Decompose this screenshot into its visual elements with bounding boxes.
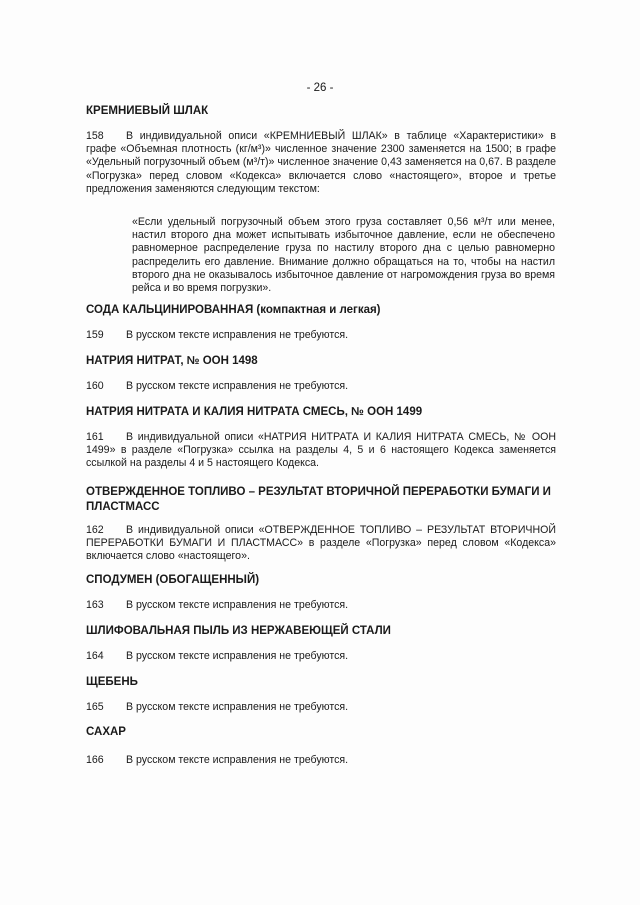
heading-main: СОДА КАЛЬЦИНИРОВАННАЯ [86, 304, 254, 316]
section-heading-nitrate-mixture: НАТРИЯ НИТРАТА И КАЛИЯ НИТРАТА СМЕСЬ, № ООН 1499 [86, 406, 423, 418]
paragraph-text: В русском тексте исправления не требуются. [126, 380, 349, 392]
section-heading-sugar: САХАР [86, 726, 126, 738]
section-heading-crushed-stone: ЩЕБЕНЬ [86, 676, 138, 688]
paragraph-159 [86, 329, 556, 342]
paragraph-text: В русском тексте исправления не требуются. [126, 650, 349, 662]
section-heading-stainless-dust: ШЛИФОВАЛЬНАЯ ПЫЛЬ ИЗ НЕРЖАВЕЮЩЕЙ СТАЛИ [86, 625, 391, 637]
paragraph-text: В индивидуальной описи «ОТВЕРЖДЕННОЕ ТОПЛИВО – РЕЗУЛЬТАТ ВТОРИЧНОЙ ПЕРЕРАБОТКИ БУМАГИ И ПЛАСТМАСС» в разделе «Погрузка» перед словом «Кодекса» включается слово «настоящего». [86, 524, 556, 563]
paragraph-number: 165 [86, 701, 104, 713]
quoted-replacement-text: «Если удельный погрузочный объем этого груза составляет 0,56 м³/т или менее, настил второго дна может испытывать избыточное давление, если не обеспечено равномерное распределение груза по настилу второго дна с целью равномерно распределить его давление. Внимание должно обращаться на то, чтобы на настил второго дна не оказывалось избыточное давление от нагромождения груза во время рейса и во время погрузки». [132, 216, 555, 295]
paragraph-number: 162 [86, 524, 104, 536]
section-heading-sodium-nitrate: НАТРИЯ НИТРАТ, № ООН 1498 [86, 355, 258, 367]
section-heading-solidified-fuel: ОТВЕРЖДЕННОЕ ТОПЛИВО – РЕЗУЛЬТАТ ВТОРИЧНОЙ ПЕРЕРАБОТКИ БУМАГИ И ПЛАСТМАСС [86, 486, 551, 513]
paragraph-text: В русском тексте исправления не требуются. [126, 599, 349, 611]
page-number: - 26 - [306, 82, 334, 94]
section-heading-silicon-slag: КРЕМНИЕВЫЙ ШЛАК [86, 105, 209, 117]
heading-sub: (компактная и легкая) [253, 304, 381, 316]
paragraph-number: 161 [86, 431, 104, 443]
paragraph-text: В русском тексте исправления не требуются. [126, 754, 349, 766]
paragraph-number: 158 [86, 130, 104, 142]
paragraph-158 [86, 130, 556, 196]
paragraph-165 [86, 701, 556, 714]
paragraph-number: 163 [86, 599, 104, 611]
paragraph-166 [86, 754, 556, 767]
paragraph-text: В русском тексте исправления не требуются. [126, 329, 349, 341]
paragraph-number: 160 [86, 380, 104, 392]
paragraph-text: В русском тексте исправления не требуются. [126, 701, 349, 713]
paragraph-160 [86, 380, 556, 393]
paragraph-number: 166 [86, 754, 104, 766]
paragraph-number: 164 [86, 650, 104, 662]
section-heading-soda-ash [86, 303, 566, 318]
paragraph-number: 159 [86, 329, 104, 341]
paragraph-text: В индивидуальной описи «КРЕМНИЕВЫЙ ШЛАК» в таблице «Характеристики» в графе «Объемная плотность (кг/м³)» численное значение 2300 заменяется на 1500; в графе «Удельный погрузочный объем (м³/т)» численное значение 0,43 заменяется на 0,67. В разделе «Погрузка» перед словом «Кодекса» включается слово «настоящего», второе и третье предложения заменяются следующим текстом: [86, 130, 556, 195]
paragraph-162 [86, 524, 556, 564]
paragraph-163 [86, 599, 556, 612]
section-heading-spodumene: СПОДУМЕН (ОБОГАЩЕННЫЙ) [86, 574, 260, 586]
paragraph-text: В индивидуальной описи «НАТРИЯ НИТРАТА И КАЛИЯ НИТРАТА СМЕСЬ, № ООН 1499» в разделе «Погрузка» ссылка на разделы 4, 5 и 6 настоящего Кодекса заменяется ссылкой на разделы 4 и 5 настоящего Кодекса. [86, 431, 556, 470]
paragraph-164 [86, 650, 556, 663]
paragraph-161 [86, 431, 556, 471]
